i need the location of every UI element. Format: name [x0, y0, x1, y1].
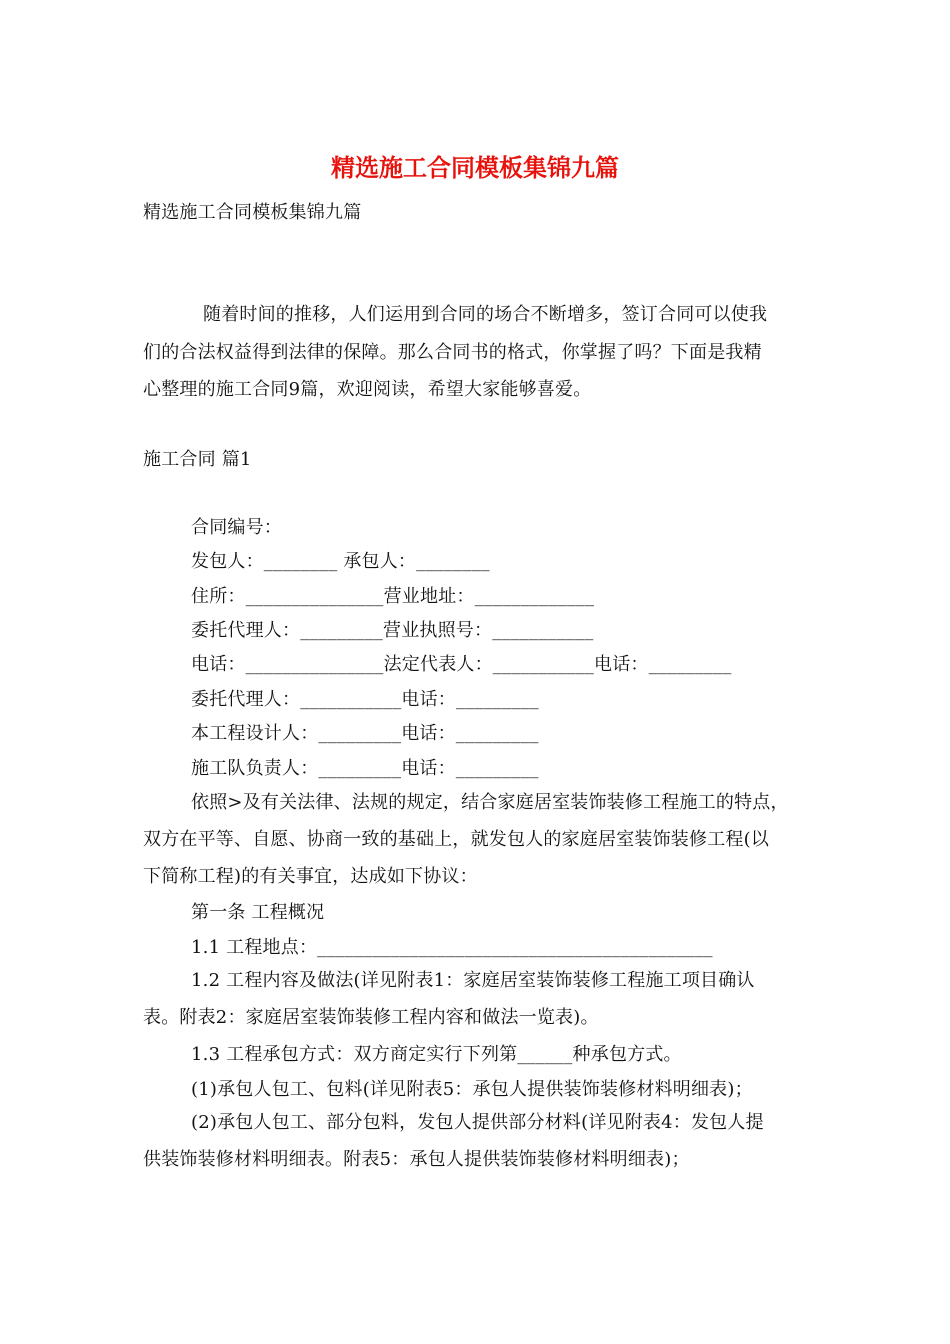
body-paragraph-line: 表。附表2：家庭居室装饰装修工程内容和做法一览表)。 [143, 1007, 599, 1028]
document-title: 精选施工合同模板集锦九篇 [331, 153, 619, 182]
section-heading: 施工合同 篇1 [143, 449, 252, 470]
body-paragraph-line: 依照>及有关法律、法规的规定，结合家庭居室装饰装修工程施工的特点， [191, 792, 789, 813]
body-paragraph-line: 1.3 工程承包方式：双方商定实行下列第______种承包方式。 [191, 1044, 682, 1065]
intro-paragraph-line: 心整理的施工合同9篇，欢迎阅读，希望大家能够喜爱。 [143, 379, 592, 400]
contract-field-line: 电话：_______________法定代表人：___________电话：_________ [191, 654, 732, 675]
contract-field-line: 委托代理人：_________营业执照号：___________ [191, 620, 594, 641]
body-paragraph-line: 下简称工程)的有关事宜，达成如下协议： [143, 866, 478, 887]
intro-paragraph-line: 们的合法权益得到法律的保障。那么合同书的格式，你掌握了吗？下面是我精 [143, 342, 762, 363]
body-paragraph-line: 1.2 工程内容及做法(详见附表1：家庭居室装饰装修工程施工项目确认 [191, 970, 755, 991]
article-heading: 第一条 工程概况 [191, 902, 325, 923]
contract-field-line: 合同编号： [191, 517, 282, 538]
body-paragraph-line: 供装饰装修材料明细表。附表5：承包人提供装饰装修材料明细表)； [143, 1149, 690, 1170]
contract-field-line: 施工队负责人：_________电话：_________ [191, 758, 539, 779]
contract-field-line: 本工程设计人：_________电话：_________ [191, 723, 539, 744]
body-paragraph-line: (1)承包人包工、包料(详见附表5：承包人提供装饰装修材料明细表)； [191, 1079, 753, 1100]
contract-field-line: 住所：_______________营业地址：_____________ [191, 586, 595, 607]
intro-paragraph-line: 随着时间的推移，人们运用到合同的场合不断增多，签订合同可以使我 [203, 304, 768, 325]
document-subtitle: 精选施工合同模板集锦九篇 [143, 202, 362, 223]
contract-field-line: 委托代理人：___________电话：_________ [191, 689, 539, 710]
contract-field-line: 发包人：________ 承包人：________ [191, 551, 490, 572]
body-paragraph-line: 双方在平等、自愿、协商一致的基础上，就发包人的家庭居室装饰装修工程(以 [143, 829, 770, 850]
body-paragraph-line: (2)承包人包工、部分包料，发包人提供部分材料(详见附表4：发包人提 [191, 1112, 764, 1133]
body-paragraph-line: 1.1 工程地点：___________________________________________ [191, 937, 713, 958]
